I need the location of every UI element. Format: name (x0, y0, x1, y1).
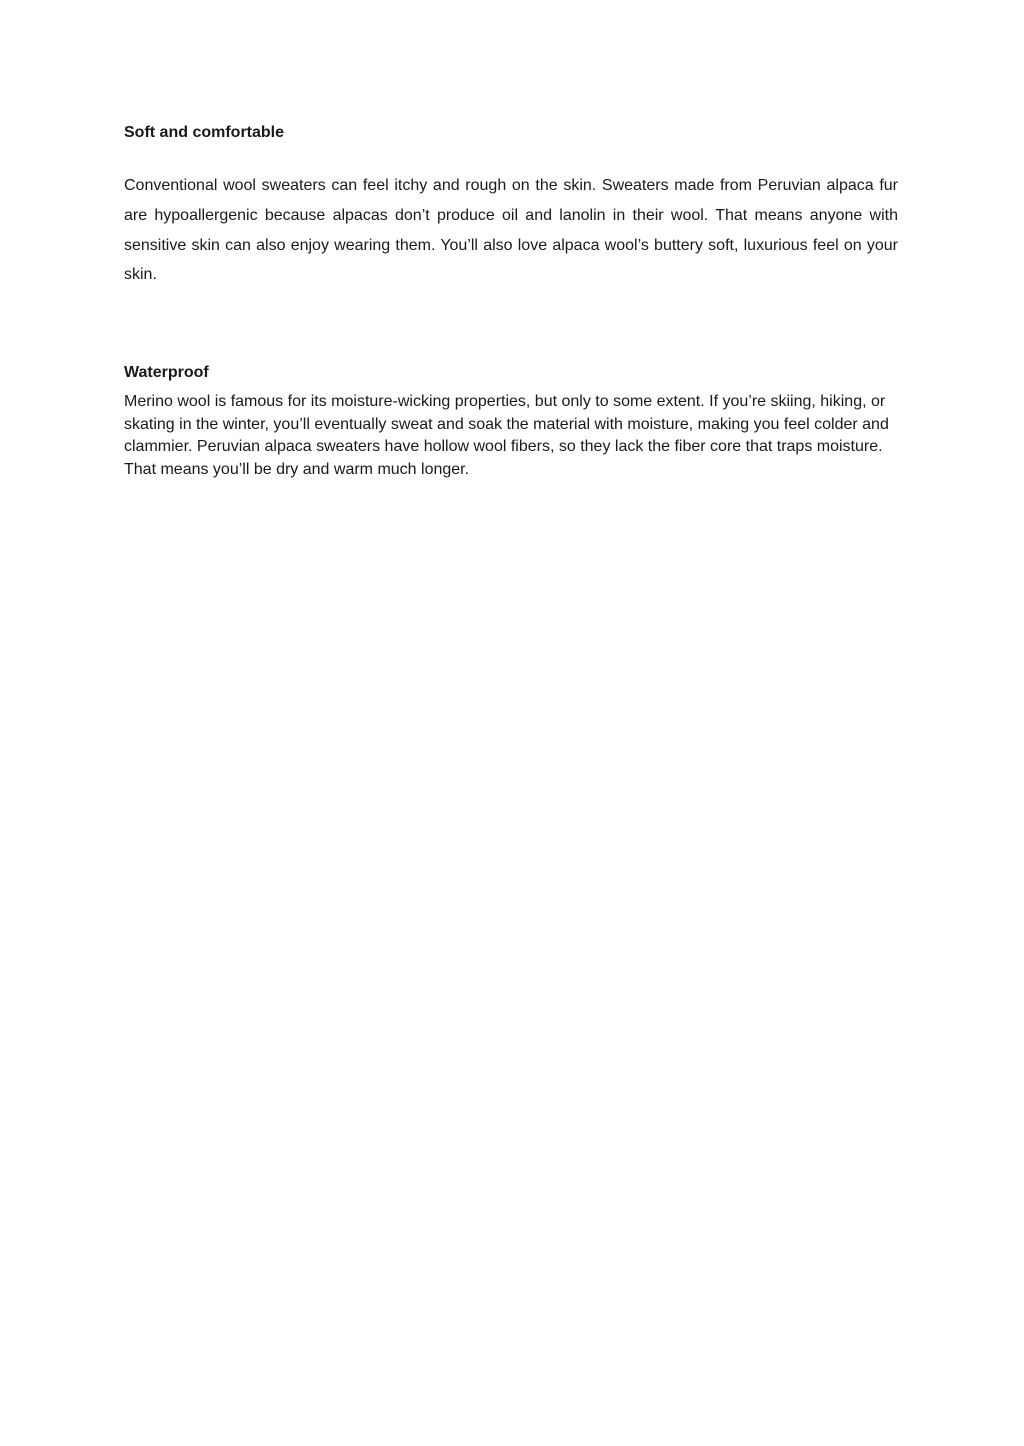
section-soft-and-comfortable (124, 121, 898, 290)
section-waterproof (124, 361, 898, 482)
section-paragraph: Conventional wool sweaters can feel itchy and rough on the skin. Sweaters made from Peruvian alpaca fur are hypoallergenic because alpacas don’t produce oil and lanolin in their wool. That means anyone with sensitive skin can also enjoy wearing them. You’ll also love alpaca wool’s buttery soft, luxurious feel on your skin. (124, 177, 898, 284)
section-heading: Waterproof (124, 364, 209, 381)
section-paragraph: Merino wool is famous for its moisture-wicking properties, but only to some extent. If you’re skiing, hiking, or skating in the winter, you’ll eventually sweat and soak the material with moisture, making you feel colder and clammier. Peruvian alpaca sweaters have hollow wool fibers, so they lack the fiber core that traps moisture. That means you’ll be dry and warm much longer. (124, 393, 889, 479)
section-heading: Soft and comfortable (124, 124, 285, 141)
